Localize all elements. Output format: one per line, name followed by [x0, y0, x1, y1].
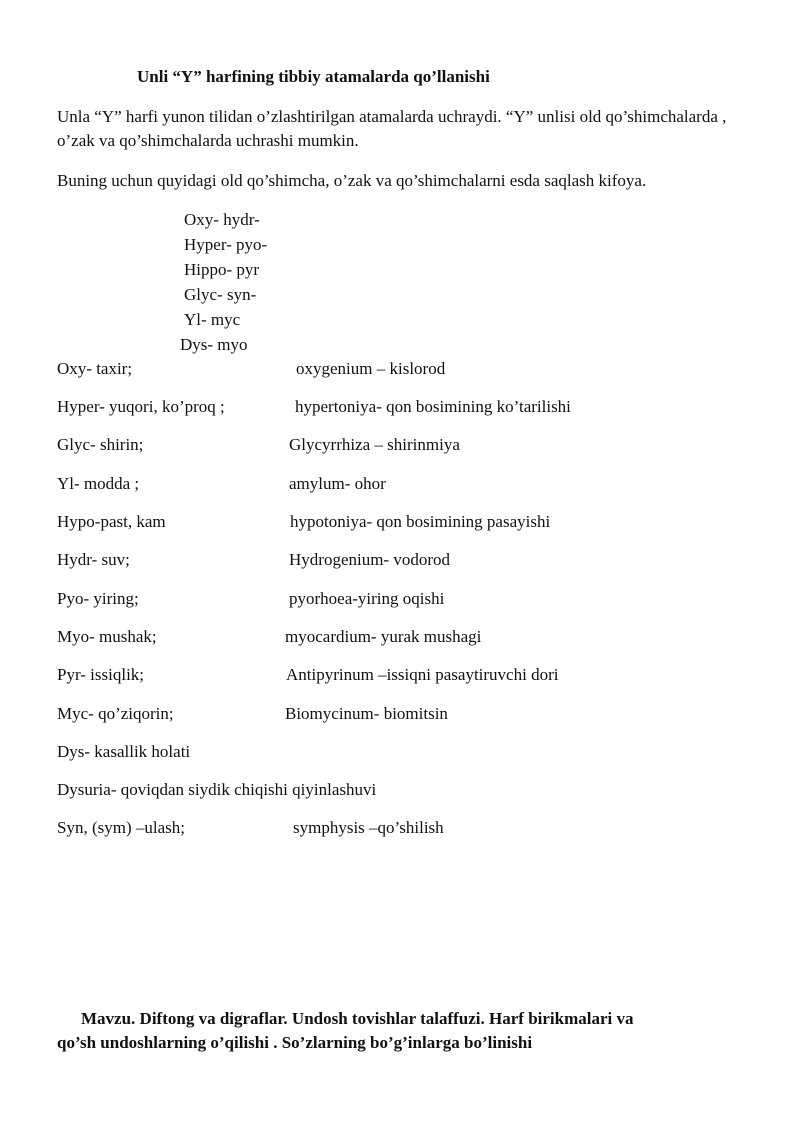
term-example: Antipyrinum –issiqni pasaytiruvchi dori	[286, 665, 559, 684]
term-prefix: Yl- modda ;	[57, 474, 140, 493]
topic-heading-line: qo’sh undoshlarning o’qilishi . So’zlarning bo’g’inlarga bo’linishi	[57, 1033, 533, 1052]
term-prefix: Hypo-past, kam	[57, 512, 166, 531]
term-example: symphysis –qo’shilish	[293, 818, 444, 837]
page-title: Unli “Y” harfining tibbiy atamalarda qo’llanishi	[137, 67, 490, 86]
term-prefix: Syn, (sym) –ulash;	[57, 818, 185, 837]
intro-paragraph: Unla “Y” harfi yunon tilidan o’zlashtirilgan atamalarda uchraydi. “Y” unlisi old qo’shimchalarda , o’zak va qo’shimchalarda uchrashi mumkin.	[57, 107, 727, 150]
memo-line: Yl- myc	[184, 310, 241, 329]
term-prefix: Hydr- suv;	[57, 550, 130, 569]
term-prefix: Oxy- taxir;	[57, 359, 133, 378]
term-example: Biomycinum- biomitsin	[285, 704, 448, 723]
term-example: hypotoniya- qon bosimining pasayishi	[290, 512, 551, 531]
term-prefix: Pyo- yiring;	[57, 589, 139, 608]
term-example: Glycyrrhiza – shirinmiya	[289, 435, 460, 454]
term-prefix: Dys- kasallik holati	[57, 742, 191, 761]
topic-heading	[57, 1007, 747, 1055]
term-example: pyorhoea-yiring oqishi	[289, 589, 445, 608]
memo-line: Hippo- pyr	[184, 260, 260, 279]
term-prefix: Glyc- shirin;	[57, 435, 144, 454]
term-prefix: Myc- qo’ziqorin;	[57, 704, 174, 723]
term-prefix: Myo- mushak;	[57, 627, 157, 646]
term-example: hypertoniya- qon bosimining ko’tarilishi	[295, 397, 571, 416]
memo-line: Hyper- pyo-	[184, 235, 268, 254]
term-prefix: Pyr- issiqlik;	[57, 665, 145, 684]
memo-line: Dys- myo	[180, 335, 248, 354]
memo-line: Oxy- hydr-	[184, 210, 260, 229]
term-prefix: Dysuria- qoviqdan siydik chiqishi qiyinlashuvi	[57, 780, 377, 799]
topic-heading-line: Mavzu. Diftong va digraflar. Undosh tovishlar talaffuzi. Harf birikmalari va	[81, 1009, 634, 1028]
term-example: myocardium- yurak mushagi	[285, 627, 482, 646]
instruction-paragraph: Buning uchun quyidagi old qo’shimcha, o’zak va qo’shimchalarni esda saqlash kifoya.	[57, 171, 647, 190]
term-example: Hydrogenium- vodorod	[289, 550, 451, 569]
term-example: oxygenium – kislorod	[296, 359, 446, 378]
term-example: amylum- ohor	[289, 474, 386, 493]
term-prefix: Hyper- yuqori, ko’proq ;	[57, 397, 225, 416]
memo-line: Glyc- syn-	[184, 285, 257, 304]
